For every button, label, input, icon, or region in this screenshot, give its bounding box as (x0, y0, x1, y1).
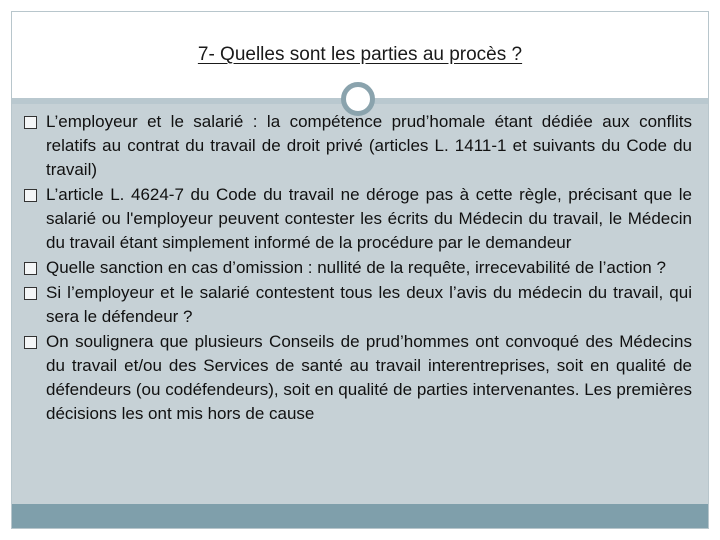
bullet-text: L’article L. 4624-7 du Code du travail ne déroge pas à cette règle, précisant que le salarié ou l'employeur peuvent contester les écrits du Médecin du travail, le Médecin du travail étant simplement informé de la procédure par le demandeur (46, 185, 692, 252)
bullet-text: Si l’employeur et le salarié contestent tous les deux l’avis du médecin du travail, qui sera le défendeur ? (46, 283, 692, 326)
checkbox-bullet-icon (24, 189, 37, 202)
list-item (22, 330, 692, 426)
checkbox-bullet-icon (24, 262, 37, 275)
footer-band (12, 504, 708, 528)
bullet-text: On soulignera que plusieurs Conseils de prud’hommes ont convoqué des Médecins du travail et/ou des Services de santé au travail interentreprises, soit en qualité de défendeurs (ou codéfendeurs), soit en qualité de parties intervenantes. Les premières décisions les ont mis hors de cause (46, 332, 692, 423)
bullet-text: L’employeur et le salarié : la compétence prud’homale étant dédiée aux conflits relatifs au contrat du travail de droit privé (articles L. 1411-1 et suivants du Code du travail) (46, 112, 692, 179)
slide-title: 7- Quelles sont les parties au procès ? (197, 44, 523, 65)
checkbox-bullet-icon (24, 287, 37, 300)
list-item (22, 110, 692, 182)
checkbox-bullet-icon (24, 116, 37, 129)
bullet-list (22, 110, 692, 427)
checkbox-bullet-icon (24, 336, 37, 349)
list-item (22, 256, 692, 280)
list-item (22, 183, 692, 255)
list-item (22, 281, 692, 329)
bullet-text: Quelle sanction en cas d’omission : nullité de la requête, irrecevabilité de l’action ? (46, 258, 666, 277)
